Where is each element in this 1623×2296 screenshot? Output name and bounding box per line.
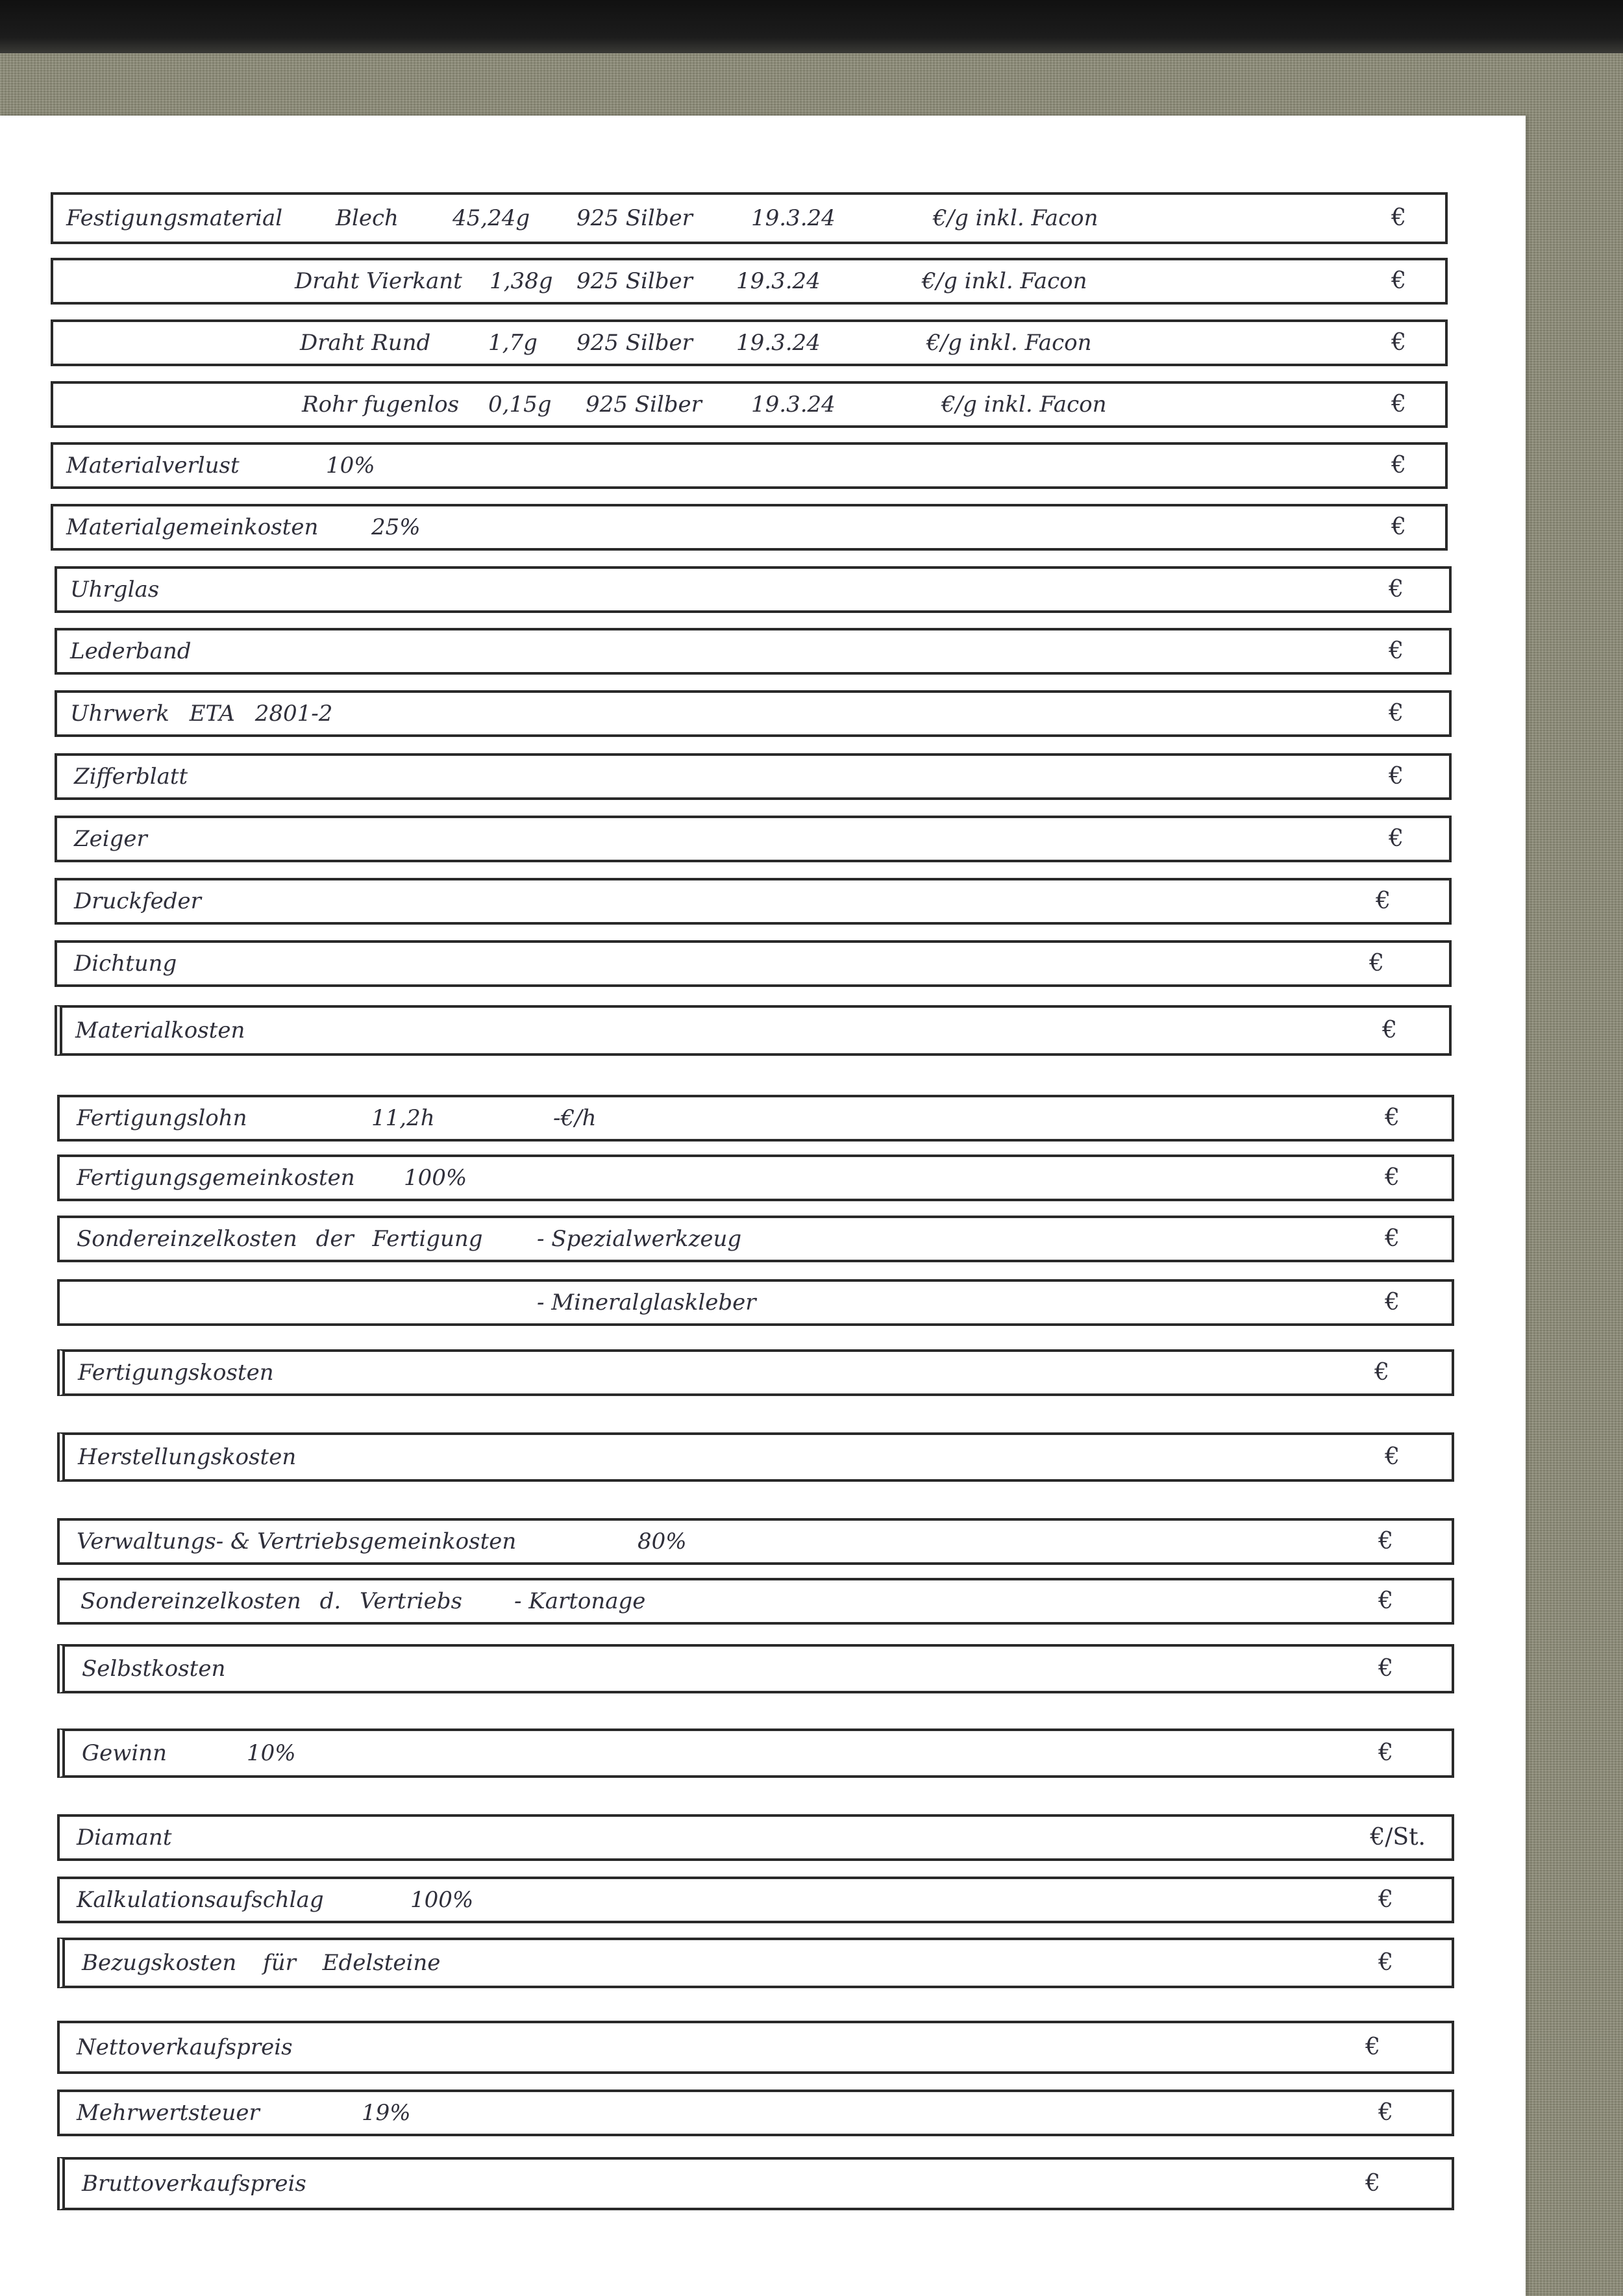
row-nettoverkaufspreis: [57, 2021, 1454, 2074]
row-druckfeder: [55, 878, 1452, 925]
cost-note: - Kartonage: [514, 1588, 646, 1614]
row-materialgemeinkosten: [51, 504, 1448, 551]
material-weight: 45,24g: [452, 205, 530, 231]
row-label: Zeiger: [74, 826, 147, 852]
material-item: Draht Rund: [300, 330, 431, 356]
row-label: Druckfeder: [74, 888, 201, 914]
row-fertigungsmaterial-blech: [51, 192, 1448, 244]
currency-symbol: €: [1378, 2099, 1393, 2126]
row-lederband: [55, 628, 1452, 675]
percentage: 100%: [404, 1165, 467, 1191]
price-unit: €/g inkl. Facon: [933, 205, 1098, 231]
row-fertigungskosten-total: [57, 1349, 1454, 1396]
row-kalkulationsaufschlag: [57, 1877, 1454, 1923]
currency-symbol: €: [1391, 391, 1406, 418]
currency-symbol: €: [1385, 1289, 1400, 1316]
price-date: 19.3.24: [751, 392, 836, 418]
currency-symbol: €: [1389, 638, 1404, 664]
currency-symbol: €: [1378, 1528, 1393, 1554]
currency-symbol: €: [1389, 700, 1404, 727]
row-fertigungsgemeinkosten: [57, 1154, 1454, 1201]
row-label: Materialkosten: [75, 1017, 245, 1043]
material-item: Blech: [336, 205, 399, 231]
price-date: 19.3.24: [751, 205, 836, 231]
currency-symbol: €: [1385, 1225, 1400, 1252]
material-alloy: 925 Silber: [576, 330, 693, 356]
currency-symbol: €: [1378, 1740, 1393, 1766]
row-dichtung: [55, 940, 1452, 987]
row-label: Materialgemeinkosten: [66, 514, 319, 540]
material-weight: 0,15g: [488, 392, 552, 418]
row-label: Uhrglas: [70, 577, 160, 603]
price-unit: €/g inkl. Facon: [922, 268, 1087, 294]
currency-symbol: €: [1385, 1104, 1400, 1131]
row-zifferblatt: [55, 753, 1452, 800]
row-label: Kalkulationsaufschlag: [77, 1887, 324, 1913]
percentage: 10%: [326, 453, 375, 479]
row-bruttoverkaufspreis-total: [57, 2157, 1454, 2210]
row-label: Materialverlust: [66, 453, 240, 479]
row-sondereinzelkosten-fertigung: [57, 1216, 1454, 1262]
currency-symbol: €: [1391, 452, 1406, 479]
currency-symbol: €: [1376, 888, 1391, 914]
material-alloy: 925 Silber: [576, 268, 693, 294]
currency-symbol: €: [1378, 1588, 1393, 1614]
row-label: Fertigungslohn: [77, 1105, 247, 1131]
row-label: Bezugskosten für Edelsteine: [82, 1950, 441, 1976]
row-draht-rund: [51, 319, 1448, 366]
currency-symbol: €: [1391, 268, 1406, 294]
currency-per-piece: €/St.: [1370, 1824, 1426, 1851]
row-label: Fertigungsgemeinkosten: [77, 1165, 355, 1191]
row-label: Verwaltungs- & Vertriebsgemeinkosten: [77, 1529, 517, 1554]
currency-symbol: €: [1391, 329, 1406, 356]
currency-symbol: €: [1389, 825, 1404, 852]
row-mineralglaskleber: [57, 1279, 1454, 1326]
price-unit: €/g inkl. Facon: [926, 330, 1092, 356]
currency-symbol: €: [1389, 763, 1404, 790]
currency-symbol: €: [1365, 2034, 1380, 2060]
currency-symbol: €: [1374, 1359, 1389, 1386]
row-label: Mehrwertsteuer: [77, 2100, 260, 2126]
percentage: 100%: [410, 1887, 474, 1913]
row-label: Fertigungskosten: [78, 1360, 274, 1386]
cost-note: - Mineralglaskleber: [537, 1290, 756, 1316]
currency-symbol: €: [1365, 2170, 1380, 2197]
row-label: Diamant: [77, 1825, 172, 1851]
row-label: Festigungsmaterial: [66, 205, 283, 231]
price-date: 19.3.24: [736, 330, 821, 356]
currency-symbol: €: [1378, 1886, 1393, 1913]
material-weight: 1,38g: [489, 268, 553, 294]
currency-symbol: €: [1369, 950, 1384, 977]
row-draht-vierkant: [51, 258, 1448, 305]
percentage: 80%: [638, 1529, 687, 1554]
row-uhrwerk: [55, 690, 1452, 737]
row-label: Sondereinzelkosten d. Vertriebs: [81, 1588, 462, 1614]
material-weight: 1,7g: [488, 330, 538, 356]
percentage: 19%: [362, 2100, 411, 2126]
price-unit: €/g inkl. Facon: [941, 392, 1107, 418]
row-label: Nettoverkaufspreis: [77, 2034, 293, 2060]
percentage: 25%: [371, 514, 421, 540]
row-diamant: [57, 1814, 1454, 1861]
row-label: Dichtung: [74, 951, 177, 977]
row-label: Herstellungskosten: [78, 1444, 297, 1470]
material-alloy: 925 Silber: [576, 205, 693, 231]
percentage: 10%: [247, 1740, 296, 1766]
row-label: Uhrwerk ETA 2801-2: [70, 701, 333, 727]
row-label: Bruttoverkaufspreis: [82, 2171, 306, 2197]
currency-symbol: €: [1378, 1655, 1393, 1682]
row-uhrglas: [55, 566, 1452, 613]
currency-symbol: €: [1385, 1164, 1400, 1191]
row-bezugskosten-edelsteine: [57, 1938, 1454, 1988]
calculation-sheet: [0, 116, 1526, 2296]
row-label: Gewinn: [82, 1740, 167, 1766]
row-label: Lederband: [70, 638, 192, 664]
currency-symbol: €: [1385, 1443, 1400, 1470]
scanner-top-edge: [0, 0, 1623, 53]
row-fertigungslohn: [57, 1095, 1454, 1142]
material-alloy: 925 Silber: [586, 392, 702, 418]
material-item: Rohr fugenlos: [302, 392, 460, 418]
row-label: Zifferblatt: [74, 764, 188, 790]
row-materialverlust: [51, 442, 1448, 489]
row-gewinn: [57, 1728, 1454, 1778]
price-date: 19.3.24: [736, 268, 821, 294]
currency-symbol: €: [1391, 205, 1406, 231]
row-mehrwertsteuer: [57, 2090, 1454, 2136]
row-selbstkosten-total: [57, 1644, 1454, 1693]
row-label: Sondereinzelkosten der Fertigung: [77, 1226, 483, 1252]
row-verwaltungs-vertriebsgemeinkosten: [57, 1518, 1454, 1565]
work-hours: 11,2h: [371, 1105, 435, 1131]
hourly-rate: -€/h: [553, 1105, 597, 1131]
row-sondereinzelkosten-vertrieb: [57, 1578, 1454, 1625]
row-rohr-fugenlos: [51, 381, 1448, 428]
currency-symbol: €: [1382, 1017, 1397, 1043]
cost-note: - Spezialwerkzeug: [537, 1226, 742, 1252]
row-zeiger: [55, 816, 1452, 862]
currency-symbol: €: [1378, 1949, 1393, 1976]
currency-symbol: €: [1389, 576, 1404, 603]
row-materialkosten-total: [55, 1005, 1452, 1056]
row-herstellungskosten-total: [57, 1432, 1454, 1482]
row-label: Selbstkosten: [82, 1656, 226, 1682]
material-item: Draht Vierkant: [295, 268, 462, 294]
currency-symbol: €: [1391, 514, 1406, 540]
